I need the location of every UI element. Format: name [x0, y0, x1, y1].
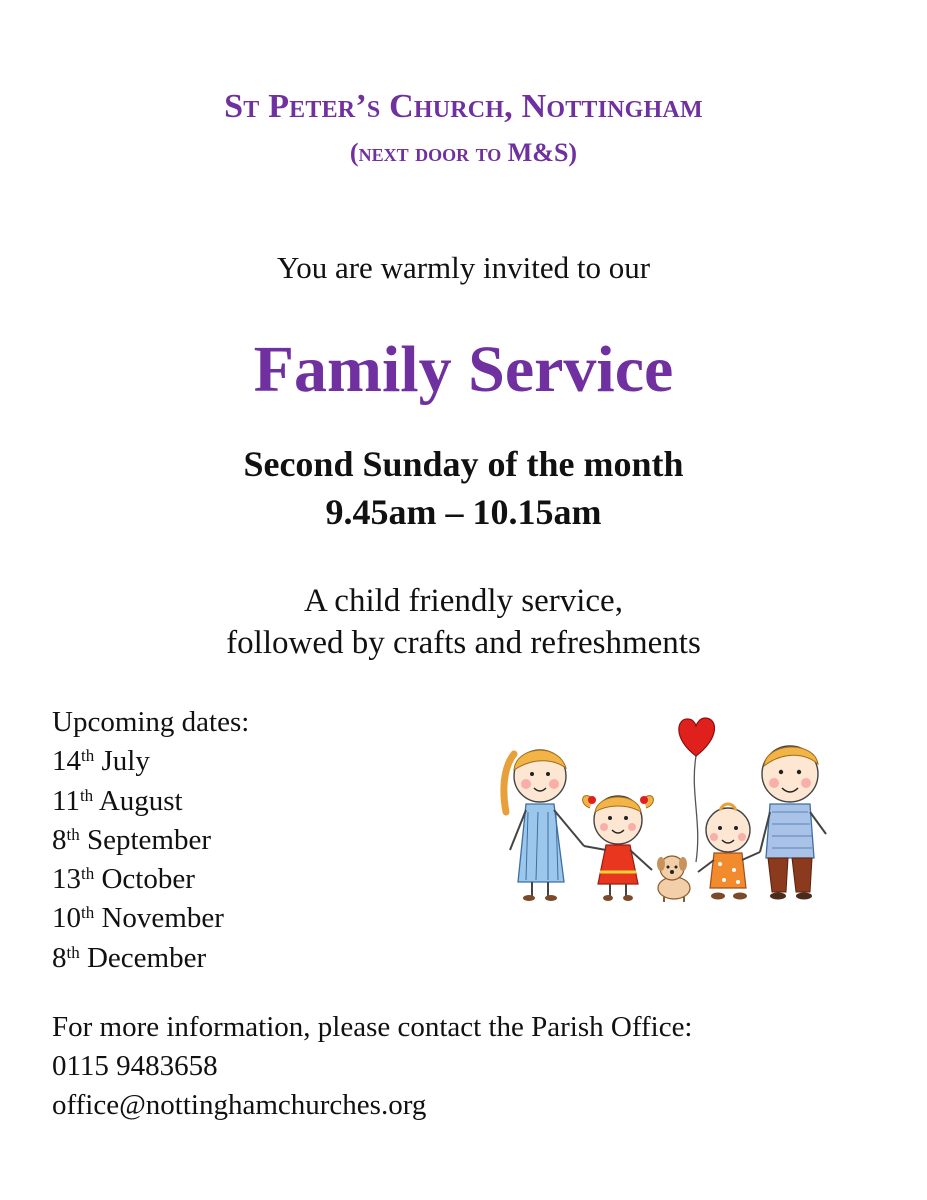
service-title: Family Service [253, 333, 674, 406]
date-suffix: th [66, 824, 80, 844]
mother-figure [504, 750, 584, 901]
date-month: August [98, 784, 183, 817]
contact-phone: 0115 9483658 [52, 1050, 218, 1082]
date-suffix: th [79, 785, 94, 805]
upcoming-dates-list [52, 703, 249, 978]
heart-balloon-icon [679, 718, 715, 756]
date-suffix: th [81, 746, 95, 766]
contact-info-line: For more information, please contact the Parish Office: [52, 1011, 693, 1043]
church-name: St Peter’s Church, Nottingham [224, 88, 703, 125]
date-day: 11 [52, 784, 80, 817]
date-item [52, 742, 249, 781]
baby-figure [698, 804, 760, 900]
date-item [52, 899, 249, 938]
upcoming-dates-heading: Upcoming dates: [52, 706, 250, 738]
father-figure [760, 746, 826, 900]
service-schedule [0, 440, 927, 536]
date-month: November [101, 902, 224, 935]
description-line-2: followed by crafts and refreshments [226, 625, 701, 661]
date-month: July [101, 745, 150, 778]
contact-email: office@nottinghamchurches.org [52, 1089, 427, 1121]
date-suffix: th [81, 864, 95, 884]
date-suffix: th [81, 903, 95, 923]
service-description [0, 580, 927, 664]
contact-section [52, 1008, 693, 1125]
schedule-time: 9.45am – 10.15am [325, 492, 602, 532]
date-item [52, 860, 249, 899]
schedule-frequency: Second Sunday of the month [243, 444, 684, 484]
invitation-intro: You are warmly invited to our [276, 250, 651, 285]
girl-figure [583, 796, 654, 901]
date-day: 13 [52, 863, 81, 896]
date-suffix: th [66, 942, 80, 962]
date-month: October [101, 863, 195, 896]
date-month: December [86, 941, 207, 974]
church-location-note: (next door to M&S) [349, 138, 578, 167]
date-item [52, 939, 249, 978]
date-day: 8 [52, 823, 67, 856]
dog-figure [657, 856, 690, 902]
date-day: 10 [52, 902, 81, 935]
description-line-1: A child friendly service, [304, 583, 623, 619]
date-item [52, 821, 249, 860]
date-month: September [86, 823, 211, 856]
date-item [52, 782, 249, 821]
date-day: 8 [52, 941, 67, 974]
family-illustration [492, 712, 837, 907]
date-day: 14 [52, 745, 81, 778]
